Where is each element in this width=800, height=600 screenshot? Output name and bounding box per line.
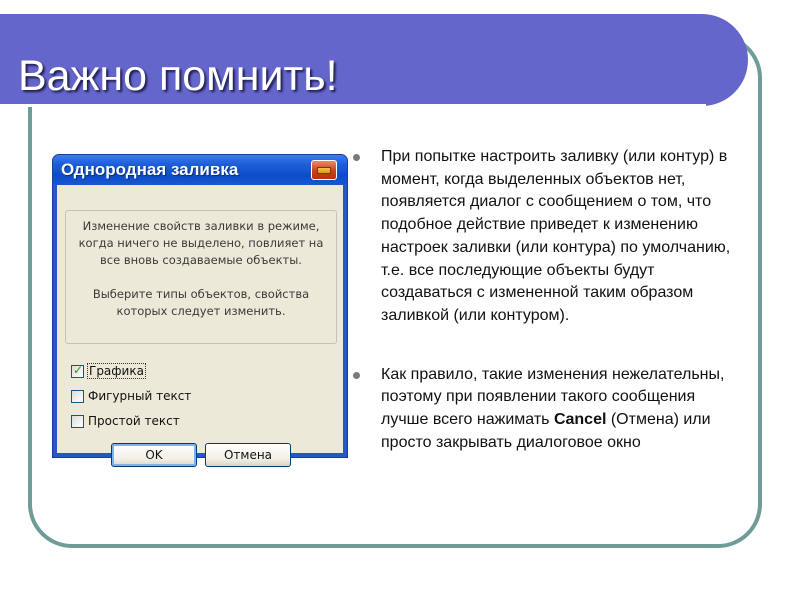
- bullet-item: [352, 364, 744, 455]
- ok-button[interactable]: OK: [111, 443, 197, 467]
- checkbox-paragraph-text[interactable]: [71, 413, 180, 429]
- title-underline: [0, 104, 706, 107]
- bullet-text-1: При попытке настроить заливку (или контур) в момент, когда выделенных объектов нет, появляется диалог с сообщением о том, что подобное действие приведет к изменению настроек заливки (или контура) по умолчанию, т.е. все последующие объекты будут создаваться с измененной таким образом заливкой (или контуром).: [381, 148, 731, 324]
- message-group: [65, 210, 337, 344]
- checkmark-glyph: ✓: [73, 362, 84, 377]
- dialog-message-2: Выберите типы объектов, свойства которых следует изменить.: [92, 287, 310, 318]
- dialog-titlebar[interactable]: [53, 155, 347, 185]
- close-icon: [317, 167, 331, 174]
- slide-title: Важно помнить!: [18, 52, 338, 100]
- checkbox-icon[interactable]: [71, 415, 84, 428]
- checkbox-artistic-text[interactable]: [71, 388, 191, 404]
- bullet-text-2a: Как правило, такие изменения нежелательны, поэтому при появлении такого сообщения лучше всего нажимать: [381, 365, 725, 429]
- checkbox-label: Простой текст: [88, 414, 180, 428]
- cancel-keyword: Cancel: [553, 411, 607, 429]
- checkbox-icon[interactable]: [71, 390, 84, 403]
- close-button[interactable]: [311, 160, 337, 180]
- fill-dialog: [52, 154, 348, 462]
- bullet-item: [352, 146, 744, 328]
- bullet-icon: [353, 154, 360, 161]
- dialog-message-1: Изменение свойств заливки в режиме, когда ничего не выделено, повлияет на все вновь создаваемые объекты.: [78, 219, 324, 267]
- checkbox-label: Графика: [89, 364, 144, 378]
- checkbox-checked-icon[interactable]: [71, 362, 84, 378]
- dialog-body: [57, 185, 343, 462]
- dialog-title: Однородная заливка: [61, 160, 239, 179]
- checkbox-label: Фигурный текст: [88, 389, 192, 403]
- bullet-list: [352, 146, 744, 454]
- bullet-text-2b: (Отмена) или просто закрывать диалоговое окно: [381, 411, 711, 451]
- checkbox-graphics[interactable]: [71, 363, 145, 379]
- cancel-button[interactable]: Отмена: [205, 443, 291, 467]
- bullet-icon: [353, 372, 360, 379]
